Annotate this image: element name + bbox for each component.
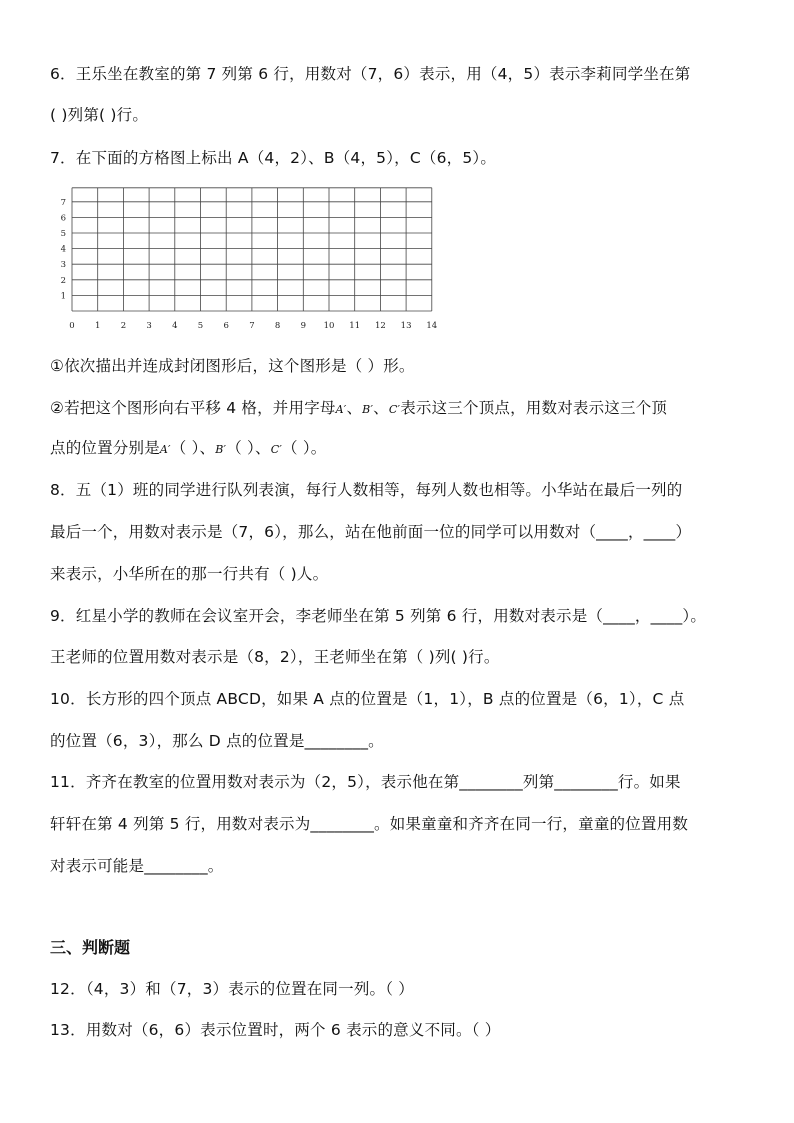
prime-a-label-2: A′ bbox=[159, 443, 171, 456]
x-tick-label: 12 bbox=[374, 321, 386, 331]
y-tick-label: 7 bbox=[60, 197, 66, 208]
x-tick-label: 9 bbox=[300, 321, 307, 331]
q11-line3: 对表示可能是________。 bbox=[50, 857, 224, 875]
x-tick-label: 2 bbox=[120, 321, 127, 331]
coordinate-grid bbox=[55, 183, 438, 333]
q7-sub1: ①依次描出并连成封闭图形后，这个图形是（ ）形。 bbox=[50, 357, 415, 375]
x-tick-label: 10 bbox=[323, 321, 335, 331]
section-title-judgement: 三、判断题 bbox=[50, 938, 131, 957]
prime-c-label-2: C′ bbox=[270, 443, 283, 456]
prime-b-label: B′ bbox=[362, 403, 374, 416]
q7-sub2-b: 表示这三个顶点，用数对表示这三个顶 bbox=[400, 399, 668, 417]
y-tick-label: 6 bbox=[60, 213, 66, 224]
x-tick-label: 13 bbox=[400, 321, 412, 331]
x-tick-label: 6 bbox=[223, 321, 229, 331]
x-tick-label: 1 bbox=[94, 321, 101, 331]
x-tick-label: 14 bbox=[426, 321, 438, 331]
q10-line1: 10．长方形的四个顶点 ABCD，如果 A 点的位置是（1，1），B 点的位置是（6，1），C 点 bbox=[50, 690, 685, 708]
q9-line1: 9．红星小学的教师在会议室开会，李老师坐在第 5 列第 6 行，用数对表示是（____，____）。 bbox=[50, 607, 707, 625]
prime-b-label-2: B′ bbox=[215, 443, 227, 456]
q7-sub2-line2 bbox=[50, 436, 327, 458]
prime-a-label: A′ bbox=[335, 403, 347, 416]
y-tick-label: 3 bbox=[60, 260, 66, 271]
q7-sub2-d: （ ）、 bbox=[170, 439, 216, 457]
q7-sub2-a: ②若把这个图形向右平移 4 格，并用字母 bbox=[50, 399, 336, 417]
q6-line2: ( )列第( )行。 bbox=[50, 106, 149, 124]
q7-sub2-e: （ ）、 bbox=[226, 439, 271, 457]
x-tick-label: 8 bbox=[274, 321, 281, 331]
q11-line1: 11．齐齐在教室的位置用数对表示为（2，5），表示他在第________列第________行。如果 bbox=[50, 773, 681, 791]
q9-line2: 王老师的位置用数对表示是（8，2），王老师坐在第（ )列( )行。 bbox=[50, 648, 500, 666]
q8-line1: 8．五（1）班的同学进行队列表演，每行人数相等，每列人数也相等。小华站在最后一列的 bbox=[50, 481, 683, 499]
x-tick-label: 5 bbox=[197, 321, 204, 331]
q6-line1: 6．王乐坐在教室的第 7 列第 6 行，用数对（7，6）表示，用（4，5）表示李莉同学坐在第 bbox=[50, 65, 691, 83]
x-tick-label: 3 bbox=[146, 321, 152, 331]
q7-sub2-f: （ ）。 bbox=[282, 439, 327, 457]
x-tick-label: 4 bbox=[172, 321, 178, 331]
q7-sub2-c: 点的位置分别是 bbox=[50, 439, 160, 457]
q7-line1: 7．在下面的方格图上标出 A（4，2）、B（4，5），C（6，5）。 bbox=[50, 149, 497, 167]
y-tick-label: 2 bbox=[60, 275, 66, 286]
q12-line1: 12．（4，3）和（7，3）表示的位置在同一列。（ ） bbox=[50, 980, 414, 998]
q13-line1: 13．用数对（6，6）表示位置时，两个 6 表示的意义不同。（ ） bbox=[50, 1021, 501, 1039]
y-tick-label: 1 bbox=[60, 291, 66, 302]
q10-line2: 的位置（6，3），那么 D 点的位置是________。 bbox=[50, 732, 384, 750]
q8-line3: 来表示，小华所在的那一行共有（ )人。 bbox=[50, 565, 329, 583]
q8-line2: 最后一个，用数对表示是（7，6），那么，站在他前面一位的同学可以用数对（____，____） bbox=[50, 523, 692, 541]
x-tick-label: 11 bbox=[349, 321, 361, 331]
y-tick-label: 5 bbox=[60, 229, 66, 239]
q11-line2: 轩轩在第 4 列第 5 行，用数对表示为________。如果童童和齐齐在同一行，童童的位置用数 bbox=[50, 815, 689, 833]
y-tick-label: 4 bbox=[60, 244, 66, 255]
q7-sub2-line1: ②若把这个图形向右平移 4 格，并用字母A′、B′、C′表示这三个顶点，用数对表示这三个顶 bbox=[50, 399, 668, 417]
prime-c-label: C′ bbox=[388, 403, 401, 416]
x-tick-label: 7 bbox=[249, 321, 255, 331]
x-tick-label: 0 bbox=[69, 321, 75, 331]
